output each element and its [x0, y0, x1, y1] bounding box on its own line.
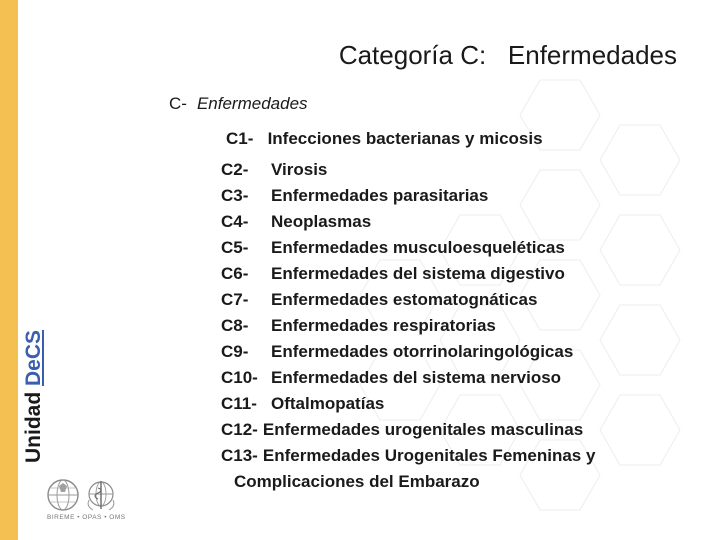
- logo-caption: BIREME • OPAS • OMS: [47, 514, 126, 521]
- who-emblem-icon: [84, 478, 118, 512]
- list-item: [221, 183, 595, 209]
- side-label: [22, 330, 46, 463]
- list-item-code: C2-: [221, 160, 249, 179]
- list-item-name: Enfermedades estomatognáticas: [271, 290, 538, 309]
- list-item: [221, 261, 595, 287]
- list-item-code: C6-: [221, 264, 249, 283]
- side-label-unidad: Unidad: [22, 386, 45, 463]
- list-item: [221, 287, 595, 313]
- list-item-code: C8-: [221, 316, 249, 335]
- list-item-name: Neoplasmas: [271, 212, 372, 231]
- list-item-name: Enfermedades del sistema nervioso: [271, 368, 562, 387]
- list-item: [221, 417, 595, 443]
- list-item-code: C10-: [221, 368, 258, 387]
- list-item-name: Enfermedades respiratorias: [271, 316, 496, 335]
- list-item-name: Enfermedades Urogenitales Femeninas y: [262, 446, 596, 465]
- list-item-name: Oftalmopatías: [271, 394, 385, 413]
- list-item-name: Enfermedades musculoesqueléticas: [271, 238, 565, 257]
- list-item-code: C13-: [221, 446, 258, 465]
- list-item-code: C4-: [221, 212, 249, 231]
- first-item-name: Infecciones bacterianas y micosis: [267, 129, 543, 148]
- list-item: [221, 313, 595, 339]
- list-item: [221, 339, 595, 365]
- organization-logos: [46, 478, 118, 512]
- list-item-name: Enfermedades del sistema digestivo: [271, 264, 565, 283]
- slide-title: Categoría C: Enfermedades: [338, 40, 677, 70]
- list-item-name: Enfermedades parasitarias: [271, 186, 489, 205]
- list-item-code: C9-: [221, 342, 249, 361]
- list-item-name: Enfermedades urogenitales masculinas: [262, 420, 584, 439]
- side-label-decs: DeCS: [22, 329, 45, 386]
- list-item: [221, 443, 595, 469]
- subtitle: [169, 94, 308, 114]
- list-item: [221, 235, 595, 261]
- list-item: [221, 209, 595, 235]
- paho-globe-emblem-icon: [46, 478, 80, 512]
- list-item-code: C11-: [221, 394, 257, 413]
- list-item-code: C5-: [221, 238, 249, 257]
- sidebar-accent-bar: [0, 0, 18, 540]
- list-item: [221, 391, 595, 417]
- category-list-first-item: [226, 129, 543, 149]
- subtitle-name: Enfermedades: [196, 94, 308, 113]
- list-item: [221, 157, 595, 183]
- list-item-continuation: Complicaciones del Embarazo: [234, 472, 480, 491]
- list-item-code: C7-: [221, 290, 249, 309]
- list-item: [221, 365, 595, 391]
- list-item-code: C3-: [221, 186, 249, 205]
- list-item-name: Enfermedades otorrinolaringológicas: [271, 342, 574, 361]
- list-item-name: Virosis: [271, 160, 328, 179]
- list-item-code: C12-: [221, 420, 258, 439]
- subtitle-code: C-: [169, 94, 187, 113]
- category-list: [221, 157, 595, 495]
- first-item-code: C1-: [226, 129, 254, 148]
